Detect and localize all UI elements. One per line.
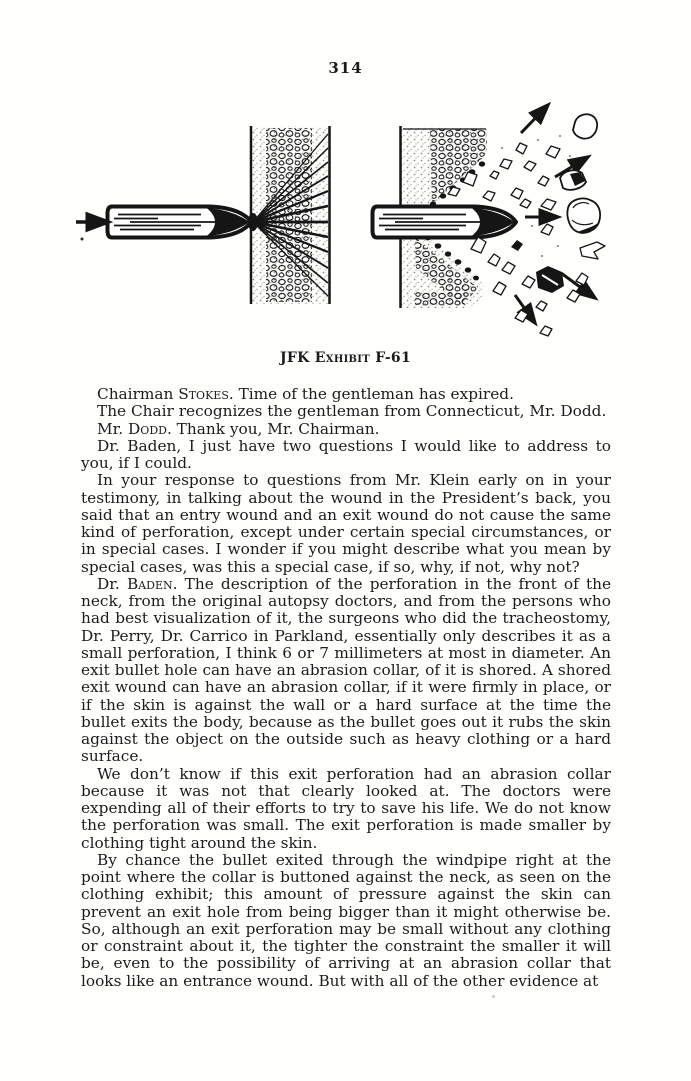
bullet-entrance-exit-illustration <box>70 96 635 350</box>
text-segment: Mr. <box>97 419 129 438</box>
paragraph <box>81 472 611 576</box>
entrance-scene <box>76 126 330 304</box>
page-number: 314 <box>328 59 363 77</box>
ink-speck <box>81 238 84 241</box>
text-segment: By chance the bullet exited through the windpipe right at the point where the collar is buttoned against the neck, as seen on the clothing exhibit; this amount of pressure against the skin can prevent an exit hole from being bigger than it might otherwise be. So, although an exit perforation may be small without any clothing or constraint about it, the tighter the constraint the smaller it will be, even to the possibility of arriving at an abrasion collar that looks like an entrance wound. But with all of the other evidence at <box>81 850 611 990</box>
speaker-name: Baden <box>126 574 173 593</box>
paragraph <box>81 766 611 852</box>
exhibit-figure <box>70 96 635 350</box>
exit-scene <box>373 96 636 336</box>
figure-caption <box>0 350 691 366</box>
text-segment: . Thank you, Mr. Chairman. <box>166 419 380 438</box>
text-segment: Dr. Baden, I just have two questions I would like to address to you, if I could. <box>81 436 611 472</box>
text-segment: We don’t know if this exit perforation had an abrasion collar because it was not that clearly looked at. The doctors were expending all of their efforts to try to save his life. We do not know the perforation was small. The exit perforation is made smaller by clothing tight around the skin. <box>81 764 611 852</box>
caption-prefix: JFK <box>279 350 315 366</box>
speaker-name: Stokes <box>178 385 229 403</box>
scan-speck <box>492 995 495 998</box>
paragraph <box>81 576 611 766</box>
body-text <box>81 386 611 990</box>
speaker-name: Dodd <box>128 419 167 438</box>
bullet-icon <box>373 207 517 238</box>
caption-suffix: F-61 <box>370 350 412 366</box>
text-segment: . Time of the gentleman has expired. <box>228 385 514 403</box>
text-segment: In your response to questions from Mr. Klein early on in your testimony, in talking about the wound in the President’s back, you said that an entry wound and an exit wound do not cause the same kind of perforation, except under certain special circumstances, or in special cases. I wonder if you might describe what you mean by special cases, was this a special case, if so, why, if not, why not? <box>81 471 611 576</box>
paragraph <box>81 403 611 420</box>
caption-exhibit-word: Exhibit <box>314 350 371 366</box>
text-segment: Chairman <box>97 385 179 403</box>
text-segment: The Chair recognizes the gentleman from Connecticut, Mr. Dodd. <box>97 402 607 421</box>
paragraph <box>81 386 611 403</box>
paragraph <box>81 438 611 473</box>
paragraph <box>81 852 611 990</box>
bullet-icon <box>108 207 252 238</box>
text-segment: Dr. <box>97 574 127 593</box>
text-segment: . The description of the perforation in the front of the neck, from the original autopsy doctors, and from the persons who had best visualization of it, the surgeons who did the tracheostomy, Dr. Perry, Dr. Carrico in Parkland, essentially only describes it as a small perforation, I think 6 or 7 millimeters at most in diameter. An exit bullet hole can have an abrasion collar, of it is shored. A shored exit wound can have an abrasion collar, if it were firmly in place, or if the skin is against the wall or a hard surface at the time the bullet exits the body, because as the bullet goes out it rubs the skin against the object on the outside such as heavy clothing or a hard surface. <box>81 574 612 766</box>
paragraph <box>81 421 611 438</box>
